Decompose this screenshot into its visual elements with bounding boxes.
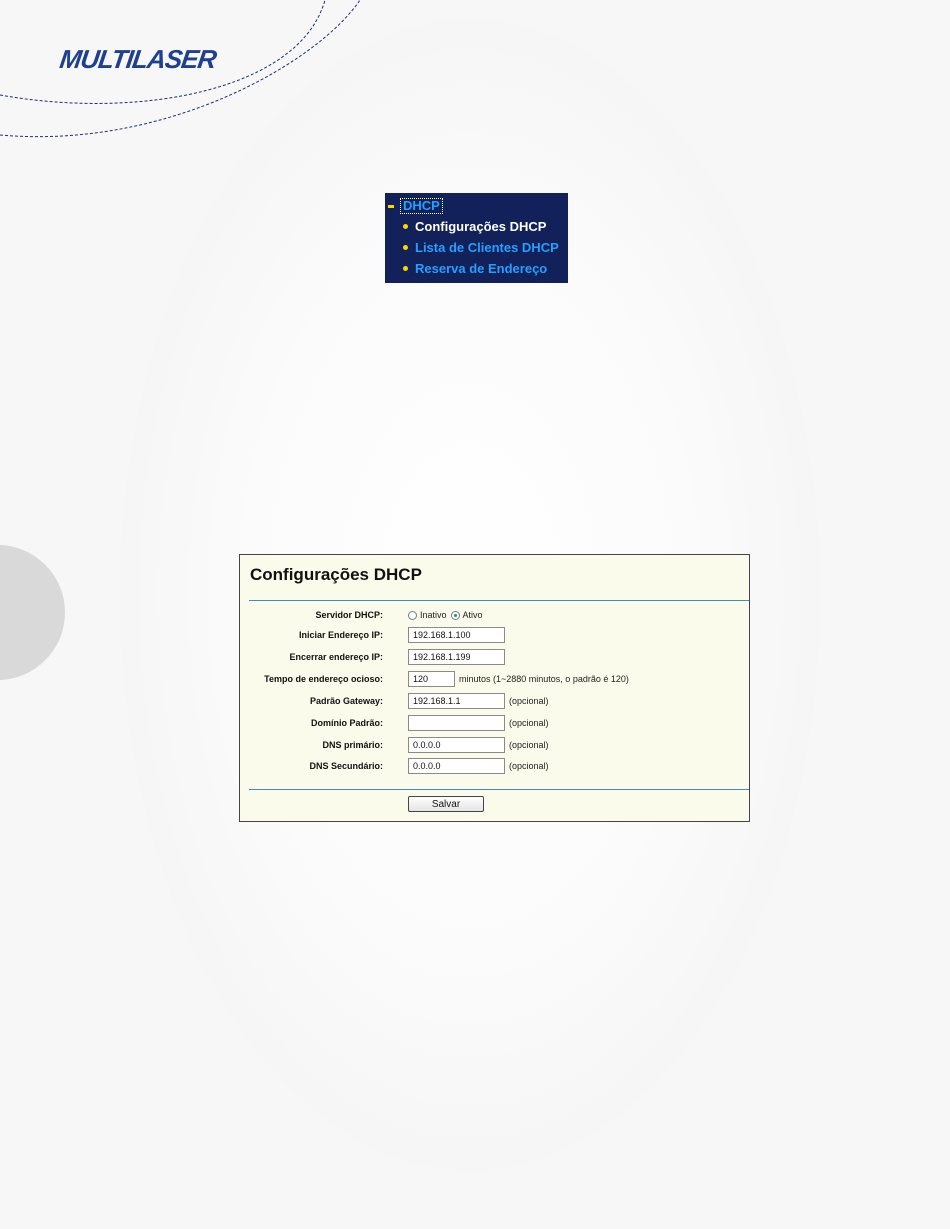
row-gateway bbox=[240, 692, 749, 710]
row-lease-time bbox=[240, 670, 749, 688]
radio-inactive-label: Inativo bbox=[420, 610, 447, 620]
save-button[interactable]: Salvar bbox=[408, 796, 484, 812]
divider bbox=[249, 789, 749, 790]
collapse-icon bbox=[388, 205, 394, 208]
dhcp-server-radio-group bbox=[408, 610, 483, 620]
dhcp-menu bbox=[385, 193, 568, 283]
lease-time-label: Tempo de endereço ocioso: bbox=[264, 674, 383, 684]
radio-inactive[interactable] bbox=[408, 611, 417, 620]
menu-item-label: Lista de Clientes DHCP bbox=[415, 240, 559, 255]
bullet-icon bbox=[403, 245, 408, 250]
start-ip-input[interactable] bbox=[408, 627, 505, 643]
menu-item-label: Configurações DHCP bbox=[415, 219, 547, 234]
bullet-icon bbox=[403, 266, 408, 271]
divider bbox=[249, 600, 749, 601]
panel-title: Configurações DHCP bbox=[250, 565, 422, 584]
menu-item-dhcp-settings[interactable] bbox=[385, 216, 568, 237]
radio-active-label: Ativo bbox=[462, 610, 483, 620]
decorative-circle bbox=[0, 545, 65, 680]
lease-time-input[interactable] bbox=[408, 671, 455, 687]
start-ip-label: Iniciar Endereço IP: bbox=[298, 630, 383, 640]
row-dhcp-server bbox=[240, 606, 749, 624]
end-ip-input[interactable] bbox=[408, 649, 505, 665]
row-dns1 bbox=[240, 736, 749, 754]
bullet-icon bbox=[403, 224, 408, 229]
domain-label: Domínio Padrão: bbox=[310, 718, 383, 728]
dns1-hint: (opcional) bbox=[509, 740, 549, 750]
gateway-label: Padrão Gateway: bbox=[309, 696, 383, 706]
menu-item-address-reservation[interactable] bbox=[385, 258, 568, 279]
domain-input[interactable] bbox=[408, 715, 505, 731]
gateway-input[interactable] bbox=[408, 693, 505, 709]
lease-time-hint: minutos (1~2880 minutos, o padrão é 120) bbox=[459, 674, 629, 684]
dns2-hint: (opcional) bbox=[509, 761, 549, 771]
domain-hint: (opcional) bbox=[509, 718, 549, 728]
row-dns2 bbox=[240, 757, 749, 775]
menu-header-label: DHCP bbox=[400, 198, 443, 214]
end-ip-label: Encerrar endereço IP: bbox=[289, 652, 383, 662]
dns2-label: DNS Secundário: bbox=[309, 761, 383, 771]
gateway-hint: (opcional) bbox=[509, 696, 549, 706]
row-domain bbox=[240, 714, 749, 732]
decorative-swoosh bbox=[0, 0, 950, 160]
multilaser-logo: MULTILASER bbox=[57, 44, 218, 74]
dns1-label: DNS primário: bbox=[322, 740, 383, 750]
menu-item-dhcp-clients[interactable] bbox=[385, 237, 568, 258]
row-end-ip bbox=[240, 648, 749, 666]
menu-header-dhcp[interactable] bbox=[385, 196, 568, 216]
radio-active[interactable] bbox=[451, 611, 460, 620]
menu-item-label: Reserva de Endereço bbox=[415, 261, 548, 276]
dns1-input[interactable] bbox=[408, 737, 505, 753]
row-start-ip bbox=[240, 626, 749, 644]
dhcp-settings-panel bbox=[239, 554, 750, 822]
dns2-input[interactable] bbox=[408, 758, 505, 774]
dhcp-server-label: Servidor DHCP: bbox=[315, 610, 383, 620]
